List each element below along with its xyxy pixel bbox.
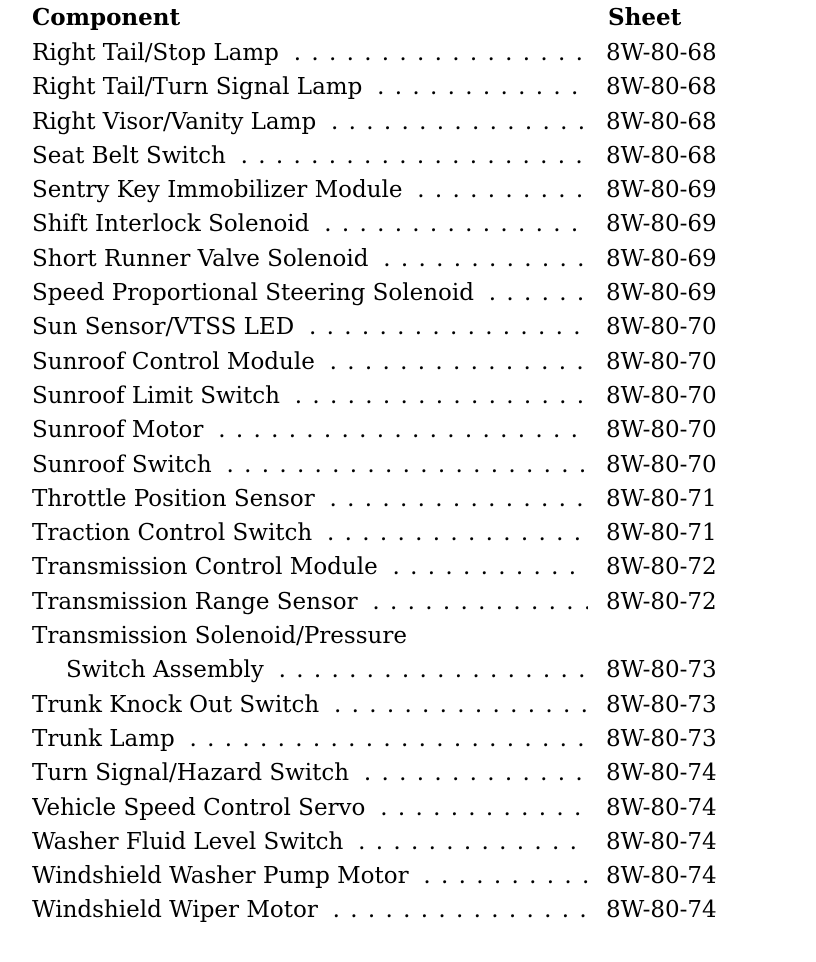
sheet-number: 8W-80-72	[606, 588, 717, 615]
list-item	[32, 585, 732, 619]
sheet-number: 8W-80-73	[606, 657, 717, 684]
list-item	[32, 482, 732, 516]
sheet-column-header: Sheet	[608, 4, 682, 31]
component-name: Sunroof Switch	[32, 452, 218, 478]
component-name: Short Runner Valve Solenoid	[32, 246, 374, 272]
sheet-number: 8W-80-68	[606, 40, 717, 66]
list-item	[32, 893, 732, 927]
sheet-number: 8W-80-74	[606, 828, 717, 855]
component-name: Right Tail/Stop Lamp	[32, 40, 285, 66]
component-name: Windshield Wiper Motor	[32, 897, 324, 923]
list-item	[32, 345, 732, 379]
list-item	[32, 516, 732, 550]
component-name: Sentry Key Immobilizer Module	[32, 177, 408, 203]
list-item	[32, 36, 732, 70]
sheet-number: 8W-80-68	[606, 74, 717, 101]
sheet-number: 8W-80-74	[606, 794, 717, 821]
component-name: Sun Sensor/VTSS LED	[32, 314, 300, 340]
list-item	[32, 722, 732, 756]
component-name: Trunk Lamp	[32, 726, 181, 752]
sheet-number: 8W-80-69	[606, 280, 717, 307]
component-name: Sunroof Limit Switch	[32, 383, 286, 409]
sheet-number: 8W-80-71	[606, 485, 717, 512]
component-name: Sunroof Control Module	[32, 349, 321, 375]
component-name: Seat Belt Switch	[32, 143, 232, 169]
component-name: Transmission Range Sensor	[32, 589, 364, 615]
component-name: Vehicle Speed Control Servo	[32, 795, 371, 821]
sheet-number: 8W-80-70	[606, 348, 717, 375]
sheet-number: 8W-80-71	[606, 520, 717, 547]
component-name: Switch Assembly	[66, 657, 270, 683]
sheet-number: 8W-80-73	[606, 691, 717, 718]
list-item	[32, 756, 732, 790]
sheet-number: 8W-80-70	[606, 417, 717, 444]
list-item	[32, 619, 732, 653]
list-item	[32, 242, 732, 276]
component-name: Windshield Washer Pump Motor	[32, 863, 415, 889]
sheet-number: 8W-80-69	[606, 211, 717, 238]
sheet-number: 8W-80-68	[606, 142, 717, 169]
sheet-number: 8W-80-74	[606, 760, 717, 787]
component-name: Trunk Knock Out Switch	[32, 692, 325, 718]
component-name: Shift Interlock Solenoid	[32, 211, 315, 237]
list-item	[32, 448, 732, 482]
list-item	[32, 688, 732, 722]
list-item	[32, 310, 732, 344]
sheet-number: 8W-80-69	[606, 245, 717, 272]
sheet-number: 8W-80-74	[606, 863, 717, 890]
component-name: Transmission Control Module	[32, 554, 384, 580]
component-name: Washer Fluid Level Switch	[32, 829, 349, 855]
list-item	[32, 207, 732, 241]
list-item	[32, 173, 732, 207]
component-name: Turn Signal/Hazard Switch	[32, 760, 355, 786]
sheet-number: 8W-80-73	[606, 725, 717, 752]
list-item	[32, 859, 732, 893]
component-name: Transmission Solenoid/Pressure	[32, 623, 413, 649]
list-item	[32, 379, 732, 413]
list-item	[32, 276, 732, 310]
sheet-number: 8W-80-70	[606, 314, 717, 341]
component-name: Traction Control Switch	[32, 520, 318, 546]
sheet-number: 8W-80-70	[606, 382, 717, 409]
sheet-number: 8W-80-68	[606, 108, 717, 135]
list-item	[32, 653, 732, 687]
list-item	[32, 139, 732, 173]
component-name: Right Visor/Vanity Lamp	[32, 109, 322, 135]
sheet-number: 8W-80-69	[606, 177, 717, 204]
component-list	[32, 36, 732, 928]
component-name: Speed Proportional Steering Solenoid	[32, 280, 480, 306]
list-item	[32, 70, 732, 104]
sheet-number: 8W-80-72	[606, 554, 717, 581]
list-item	[32, 413, 732, 447]
component-name: Throttle Position Sensor	[32, 486, 321, 512]
list-item	[32, 825, 732, 859]
list-item	[32, 550, 732, 584]
component-name: Sunroof Motor	[32, 417, 209, 443]
sheet-number: 8W-80-70	[606, 451, 717, 478]
component-name: Right Tail/Turn Signal Lamp	[32, 74, 368, 100]
component-column-header: Component	[32, 4, 181, 31]
table-header	[32, 4, 732, 38]
list-item	[32, 791, 732, 825]
sheet-number: 8W-80-74	[606, 897, 717, 924]
list-item	[32, 105, 732, 139]
